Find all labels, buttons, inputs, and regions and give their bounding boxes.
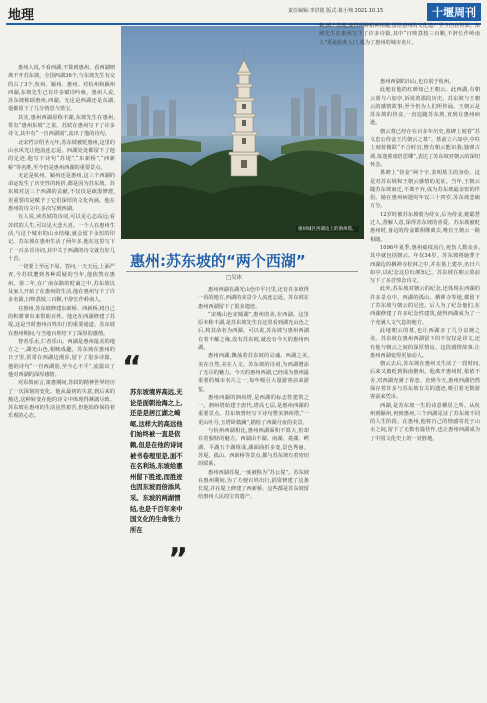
paragraph: 在惠州,苏东坡修建东新桥、西新桥,将自己的积蓄拿出来帮助百姓。他还在西湖修建了苏堤,这是当时惠州百姓出行的重要通道。苏东坡在惠州期间,与当地百姓结下了深厚的感情。 bbox=[8, 305, 115, 337]
paragraph: 其实,惠州西湖原称丰湖,东坡先生在惠州,常有“惠州东坡”之说。苏轼在惠州写下了许多诗文,其中有“一自西湖别”,流出了他的诗句。 bbox=[8, 114, 115, 138]
paragraph: 此地有他的红颜知己王朝云。此西湖,有朝云墓与六如亭,诉说着那段历史。苏东坡与王朝云的感情故事,至今仍为人们所传诵。王朝云是苏东坡的侍妾,一直追随苏东坡,直到在惠州病逝。 bbox=[370, 87, 480, 127]
paragraph: 惠州西湖,飘荡着苏东坡的灵魂。西湖之美,美在自然,美在人文。苏东坡的诗词,为西湖增添了无尽的魅力。今天的惠州西湖,已经成为惠州最重要的城市名片之一,每年吸引大量游客前来游览。 bbox=[198, 353, 309, 393]
close-quote-icon: ” bbox=[168, 542, 188, 577]
paragraph: 墓碑上“侍妾”两个字,表明墓主的身份。这是对苏东坡和王朝云感情的见证。当年,王朝云随苏东坡南迁,不离不弃,成为苏东坡最亲密的伴侣。她在惠州病逝时年仅三十四岁,苏东坡悲痛万分。 bbox=[370, 170, 480, 210]
author-byline: □吴冰 bbox=[226, 275, 242, 281]
article-column-4 bbox=[370, 78, 480, 696]
article-column-2 bbox=[198, 286, 309, 696]
paragraph: 一切要上至远不易。答问,一天天远,上面严查,今苏轼遭到各种质疑的当年,他依然在惠州。第二年,在广南东路的贬谪之中,苏东坡以及家人开始了在惠州的生活,他在惠州写下了许多名篇,日啖荔枝三百颗,不辞长作岭南人。 bbox=[8, 264, 115, 304]
paragraph: 12岁时被苏东坡收为侍女,后为侍妾,她聪慧过人,善解人意,深得苏东坡的喜爱。苏东坡被贬惠州时,身边的侍妾都相继离去,唯有王朝云一路相随。 bbox=[370, 211, 480, 243]
paragraph: 西湖,是苏东坡一生的诗意栖居之所。从杭州到颍州,再到惠州,三个西湖见证了苏东坡不同的人生阶段。在惠州,他将自己的情感寄托于山水之间,留下了无数名篇佳作,也让惠州西湖成为了中国文化史上的一处胜地。 bbox=[370, 402, 480, 442]
pull-quote-text: 苏东坡境界高远,无论是面朝沧海之上,还是是居江湖之崎岖,这样大的高远他们始终被一直是依赖,但是在他的诗词被书卷理里是,面不在名利场,东坡给惠州留下胜迹,而胜迹也因东坡而倍添风采。东坡的两湖情结,也是千百年来中国文化的生命张力所在 bbox=[130, 389, 183, 534]
article-title: 惠州:苏东坡的“两个西湖” bbox=[130, 252, 306, 270]
paragraph: 有人说,读苏轼的诗词,可以见心志高远;看苏轼的人生,可以见大悲大喜。一个人在惠州生活,与这个城市的山水结缘,就会留下永恒的印记。苏东坡在惠州生活了两年多,他在这里写下了一百多首诗词,其中关于西湖的诗文就有好几十首。 bbox=[8, 214, 115, 262]
paragraph: 惠州西湖苏堤,一度被称为“苏公堤”。苏东坡在惠州期间,为了方便百姓出行,捐资修建了这条长堤,并在堤上修建了西新桥。这些都是苏东坡留给惠州人民的宝贵遗产。 bbox=[198, 469, 309, 501]
article-column-3-top bbox=[319, 22, 480, 72]
paragraph: 朝云墓已经存在百多年历史,墓碑上刻着“苏文忠公侍妾王氏朝云之墓”。墓前立六如亭,亭柱上刻着楹联“不合时宜,惟有朝云能识我;独弹古调,每逢暮雨倍思卿”,表达了苏东坡对朝云的深切怀念。 bbox=[370, 128, 480, 168]
paragraph: 无论是杭州、颍州还是惠州,这三个西湖的命运发生了历史性的转折,都是因为苏东坡。苏东坡对这三个西湖的贡献,不仅仅是疏浚修建,更重要的是赋予了它们深厚的文化内涵。他在惠州的诗文中,多次写到西湖。 bbox=[8, 172, 115, 213]
paragraph: 朝云去后,苏东坡在惠州又生活了一段时间,后来又被贬到海南儋州。他离开惠州时,依依不舍,对西湖充满了眷恋。直到今天,惠州西湖仍然保存着许多与苏东坡有关的遗迹,吸引着无数游客前来凭吊。 bbox=[370, 361, 480, 401]
open-quote-icon: “ bbox=[122, 350, 142, 385]
section-title: 地理 bbox=[8, 8, 35, 23]
pull-quote bbox=[122, 350, 188, 577]
paragraph: 惠州西湖的出山,也有别于杭州。 bbox=[380, 79, 455, 85]
paragraph: 种,两个苏堤,使得两种精神相融,留给惠州的文化遗产至今仍在传承。东坡先生在惠州写下了许多诗篇,其中“日啖荔枝三百颗,不辞长作岭南人”更是脍炙人口,成为了惠州的城市名片。 bbox=[319, 23, 480, 46]
paragraph: 此外,苏东坡对朝云的纪念,还体现在西湖的许多景点中。西湖的孤山、栖禅寺等地,都留下了苏东坡与朝云的足迹。后人为了纪念他们,在西湖修建了许多纪念性建筑,使得西湖成为了一个充满人文气息的地方。 bbox=[370, 286, 480, 326]
paragraph: 对东坡而言,寓惠期间,苏轼的精神世界经历了一次深刻的变化。他从最初的失意,到后来的豁达,这种转变在他的诗文中体现得淋漓尽致。苏东坡在惠州的生活虽然艰苦,但他始终保持着乐观的心态。 bbox=[8, 380, 115, 420]
paragraph: 北宋哲宗绍圣元年,苏东坡被贬惠州,这里的山水风光让他流连忘返。西湖处处都留下了他的足迹,他写下诗句“苏堤”,“东新桥”,“西新桥”等名胜,至今仍是惠州西湖的重要景点。 bbox=[8, 139, 115, 171]
paragraph: 惠州西湖在湖光山色中平日里,还有许多值得一看的地方,西湖的美景令人流连忘返。苏东坡在惠州西湖留下了很多遗迹。 bbox=[198, 287, 309, 310]
photo-caption: 惠州城区西湖边上的泗州塔。 bbox=[298, 227, 357, 232]
title-divider bbox=[126, 271, 358, 272]
paragraph: 1096年夏季,惠州瘟疫流行,死伤人数众多,其中就包括朝云。年仅34岁。苏东坡将她葬于西湖边的栖禅寺松林之中,并在墓上建亭,名曰六如亭,以纪念这位红颜知己。苏东坡在朝云墓前写下了多首悼念诗文。 bbox=[370, 244, 480, 285]
paragraph: 与杭州西湖相比,惠州西湖面积不算大,但却有着独特的魅力。西湖由丰湖、南湖、菱湖、鳄湖、平湖五个湖组成,湖面曲折多变,景色秀丽。苏堤、孤山、西新桥等景点,都与苏东坡有着密切的联系。 bbox=[198, 428, 309, 468]
editor-info: 责任编辑:李洪银 版式:葛小翔 2021.10.15 bbox=[288, 8, 384, 14]
newspaper-logo: 十堰周刊 bbox=[427, 3, 481, 21]
article-column-1 bbox=[8, 64, 115, 696]
page-header bbox=[0, 0, 487, 22]
paragraph: 此地朝云的墓,也让西湖多了几分哀婉之美。苏东坡在惠州西湖留下的不仅仅是诗文,还有他与朝云之间的深厚情谊。这段感情故事,让惠州西湖变得更加动人。 bbox=[370, 327, 480, 359]
paragraph: 惠州西湖的泗州塔,是西湖的标志性建筑之一。泗州塔始建于唐代,塔高七层,是惠州西湖的重要景点。苏东坡曾经写下诗句赞美泗州塔,“一更山吐月,玉塔卧微澜”,描绘了西湖月夜的美景。 bbox=[198, 394, 309, 426]
paragraph: “宋城山色宋城湖”,惠州的美,在西湖。这里原本称丰湖,是苏东坡先生在这里看到湖光山色之后,将其命名为西湖。可以说,苏东坡与惠州西湖有着不解之缘,没有苏东坡,就没有今天的惠州西湖。 bbox=[198, 311, 309, 352]
paragraph: 惠州人说,不看西湖,不算到惠州。看西湖则离不开苏东坡。全国西湖36个,与东坡先生有交的占了3个,杭州、颍州、惠州。对杭州和颍州西湖,东坡先生已有许多赋诗吟咏。惠州人说,苏东坡称颂惠州,西湖。无论是西湖还是东湖,他都留下了几分情思与墨宝。 bbox=[8, 65, 115, 113]
paragraph: 智者乐水,仁者乐山。西湖是惠州最美的地方之一,湖光山色,相映成趣。苏东坡在惠州的日子里,常常在西湖边漫步,留下了很多诗篇。他的诗句“一自西湖别,至今心不平”,流露出了他对西湖的深厚感情。 bbox=[8, 338, 115, 378]
